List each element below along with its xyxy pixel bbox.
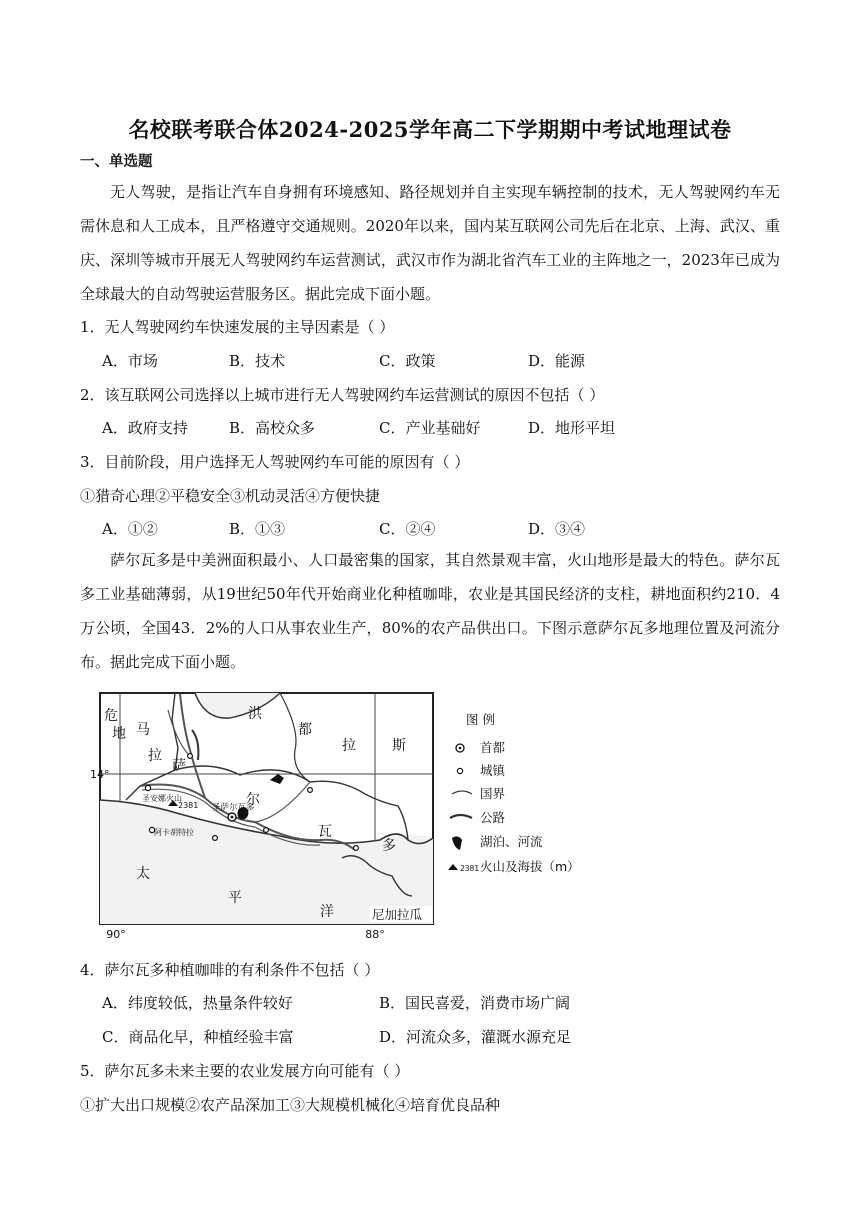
label-du: 都: [298, 722, 312, 738]
label-di: 地: [112, 726, 126, 742]
town-east-1: [264, 828, 269, 833]
q1-option-d: D．能源: [528, 352, 586, 370]
label-yang: 洋: [320, 904, 334, 920]
q4-option-d: D．河流众多，灌溉水源充足: [379, 1028, 572, 1046]
label-ping: 平: [228, 890, 242, 906]
q4-option-b: B．国民喜爱，消费市场广阔: [379, 994, 571, 1012]
passage-1: 无人驾驶，是指让汽车自身拥有环境感知、路径规划并自主实现车辆控制的技术，无人驾驶网约车无需休息和人工成本，且严格遵守交通规则。2020年以来，国内某互联网公司先后在北京、上海、武汉、重庆、深圳等城市开展无人驾驶网约车运营测试，武汉市作为湖北省汽车工业的主阵地之一，2023年已成为全球最大的自动驾驶运营服务区。据此完成下面小题。: [80, 183, 780, 303]
legend-road-icon: [450, 815, 472, 818]
legend-border-icon: [452, 791, 472, 794]
q3-option-a: A．①②: [102, 520, 158, 538]
q1-option-a: A．市场: [102, 352, 158, 370]
label-santa-ana: 圣安娜火山: [142, 794, 182, 803]
legend-volcano-icon: [448, 864, 458, 870]
lon-left-label: 90°: [106, 928, 126, 940]
question-2: 2．该互联网公司选择以上城市进行无人驾驶网约车运营测试的原因不包括（ ）: [80, 386, 605, 404]
map-legend: [448, 712, 580, 874]
label-tai: 太: [136, 866, 150, 882]
legend-volcano: 火山及海拔（m）: [480, 859, 580, 874]
legend-road: 公路: [480, 810, 506, 825]
el-salvador-map: [80, 690, 620, 940]
label-la2: 拉: [342, 738, 356, 754]
label-hong: 洪: [248, 706, 262, 722]
q2-option-d: D．地形平坦: [528, 419, 616, 437]
q2-option-a: A．政府支持: [102, 419, 188, 437]
town-north: [188, 754, 193, 759]
legend-town-icon: [457, 768, 462, 773]
question-3-items: ①猎奇心理②平稳安全③机动灵活④方便快捷: [80, 487, 381, 505]
label-wa: 瓦: [318, 824, 332, 840]
question-1: 1．无人驾驶网约车快速发展的主导因素是（ ）: [80, 318, 395, 336]
lat-label: 14°: [90, 768, 110, 781]
label-capital: 圣萨尔瓦多: [212, 803, 255, 813]
label-volcano-height: 2381: [178, 801, 199, 810]
label-duo: 多: [382, 838, 396, 854]
question-4: 4．萨尔瓦多种植咖啡的有利条件不包括（ ）: [80, 961, 380, 979]
legend-title: 图 例: [466, 712, 495, 727]
town-east-2: [308, 788, 313, 793]
town-san-miguel: [354, 846, 359, 851]
label-la: 拉: [148, 748, 162, 764]
label-acajutla: 阿卡胡特拉: [154, 828, 194, 837]
label-sa: 萨: [172, 758, 186, 774]
label-ma: 马: [136, 722, 150, 738]
town-south: [213, 836, 218, 841]
q2-option-c: C．产业基础好: [379, 419, 481, 437]
question-3: 3．目前阶段，用户选择无人驾驶网约车可能的原因有（ ）: [80, 453, 470, 471]
question-5-items: ①扩大出口规模②农产品深加工③大规模机械化④培育优良品种: [80, 1096, 501, 1114]
town-santa-ana: [145, 785, 150, 790]
capital-marker-dot: [231, 816, 234, 819]
legend-volcano-num: 2381: [460, 864, 480, 873]
label-wei: 危: [104, 708, 118, 724]
q2-option-b: B．高校众多: [229, 419, 316, 437]
label-si: 斯: [392, 738, 406, 754]
question-5: 5．萨尔瓦多未来主要的农业发展方向可能有（ ）: [80, 1062, 410, 1080]
q4-option-c: C．商品化早，种植经验丰富: [102, 1028, 294, 1046]
q3-option-b: B．①③: [229, 520, 286, 538]
legend-town: 城镇: [480, 763, 506, 778]
passage-2: 萨尔瓦多是中美洲面积最小、人口最密集的国家，其自然景观丰富，火山地形是最大的特色。萨尔瓦多工业基础薄弱，从19世纪50年代开始商业化种植咖啡，农业是其国民经济的支柱，耕地面积约210．4万公顷，全国43．2%的人口从事农业生产，80%的农产品供出口。下图示意萨尔瓦多地理位置及河流分布。据此完成下面小题。: [80, 551, 780, 671]
legend-lake: 湖泊、河流: [480, 834, 543, 849]
q1-option-c: C．政策: [379, 352, 436, 370]
page-title: 名校联考联合体2024-2025学年高二下学期期中考试地理试卷: [128, 117, 732, 142]
q1-option-b: B．技术: [229, 352, 286, 370]
q3-option-d: D．③④: [528, 520, 586, 538]
section-heading: 一、单选题: [80, 153, 153, 170]
label-nicaragua: 尼加拉瓜: [372, 907, 423, 922]
q3-option-c: C．②④: [379, 520, 436, 538]
legend-capital: 首都: [480, 740, 506, 755]
legend-lake-icon: [452, 836, 462, 850]
q4-option-a: A．纬度较低，热量条件较好: [102, 994, 293, 1012]
lon-right-label: 88°: [365, 928, 385, 940]
label-er: 尔: [246, 792, 260, 808]
legend-border: 国界: [480, 786, 506, 801]
